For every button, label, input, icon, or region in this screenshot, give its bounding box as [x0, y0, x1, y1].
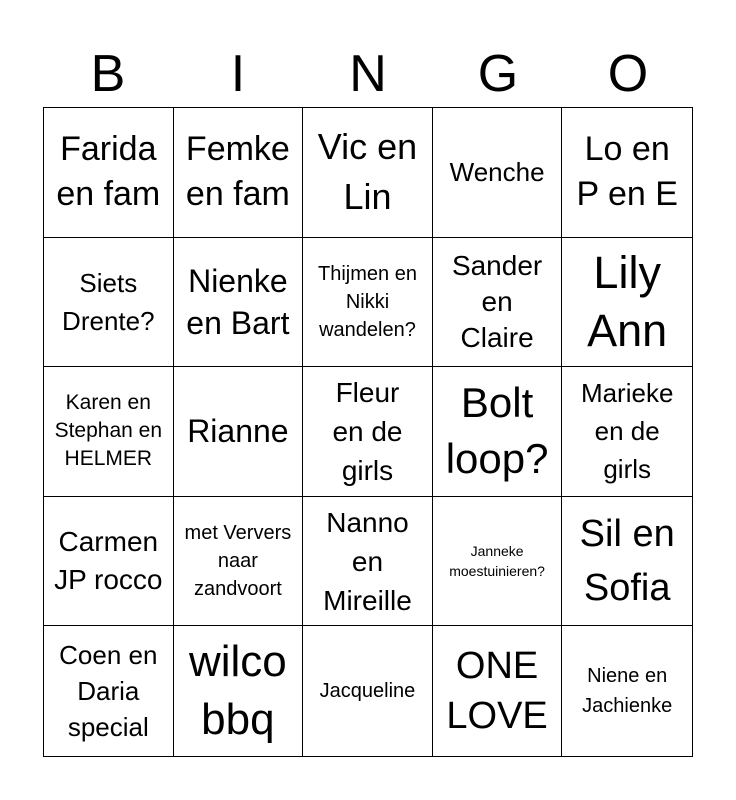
bingo-cell[interactable]: [174, 626, 304, 756]
bingo-cell[interactable]: [433, 626, 563, 756]
bingo-header: [43, 42, 693, 106]
bingo-cell[interactable]: [303, 497, 433, 627]
cell-label: Fleur en de girls: [332, 376, 403, 486]
cell-label: met Ververs naar zandvoort: [184, 522, 292, 601]
cell-label: Marieke en de girls: [580, 378, 674, 485]
cell-label: Femke en fam: [185, 130, 290, 214]
bingo-cell[interactable]: [303, 367, 433, 497]
cell-label: ONE LOVE: [446, 645, 548, 738]
bingo-cell[interactable]: [433, 238, 563, 368]
cell-label: Coen en Daria special: [59, 640, 158, 743]
bingo-cell[interactable]: [303, 238, 433, 368]
bingo-card-grid: [43, 107, 693, 757]
header-letter-g: G: [477, 45, 519, 103]
bingo-cell[interactable]: [433, 497, 563, 627]
bingo-cell[interactable]: [303, 108, 433, 238]
bingo-cell[interactable]: [433, 108, 563, 238]
bingo-cell[interactable]: [44, 367, 174, 497]
cell-label: Lo en P en E: [576, 130, 678, 214]
bingo-cell[interactable]: [44, 497, 174, 627]
cell-label: wilco bbq: [188, 637, 287, 745]
bingo-cell[interactable]: [562, 108, 692, 238]
bingo-cell[interactable]: [562, 626, 692, 756]
cell-label: Nanno en Mireille: [323, 506, 412, 616]
bingo-cell[interactable]: [562, 238, 692, 368]
bingo-cell[interactable]: [44, 626, 174, 756]
bingo-cell[interactable]: [433, 367, 563, 497]
cell-label: Sander en Claire: [451, 249, 543, 353]
header-letter-b: B: [90, 45, 126, 103]
cell-label: Rianne: [187, 413, 289, 450]
cell-label: Jacqueline: [319, 680, 416, 703]
bingo-cell[interactable]: [174, 238, 304, 368]
cell-label: Farida en fam: [56, 130, 161, 214]
cell-label: Lily Ann: [587, 246, 668, 356]
bingo-cell[interactable]: [562, 497, 692, 627]
cell-label: Wenche: [449, 157, 545, 188]
cell-label: Nienke en Bart: [186, 262, 290, 341]
cell-label: Niene en Jachienke: [582, 665, 673, 718]
cell-label: Janneke moestuinieren?: [449, 543, 545, 580]
bingo-cell[interactable]: [44, 238, 174, 368]
header-letter-i: I: [230, 45, 246, 103]
cell-label: Sil en Sofia: [579, 513, 675, 610]
cell-label: Bolt loop?: [445, 379, 549, 483]
cell-label: Thijmen en Nikki wandelen?: [318, 262, 417, 341]
cell-label: Vic en Lin: [317, 126, 418, 218]
bingo-cell[interactable]: [174, 367, 304, 497]
bingo-cell[interactable]: [174, 497, 304, 627]
cell-label: Karen en Stephan en HELMER: [54, 391, 163, 471]
header-letter-o: O: [607, 45, 649, 103]
cell-label: Siets Drente?: [62, 267, 155, 336]
cell-label: Carmen JP rocco: [54, 526, 163, 596]
bingo-cell[interactable]: [44, 108, 174, 238]
header-letter-n: N: [349, 45, 387, 103]
bingo-cell[interactable]: [562, 367, 692, 497]
bingo-cell[interactable]: [303, 626, 433, 756]
bingo-cell[interactable]: [174, 108, 304, 238]
